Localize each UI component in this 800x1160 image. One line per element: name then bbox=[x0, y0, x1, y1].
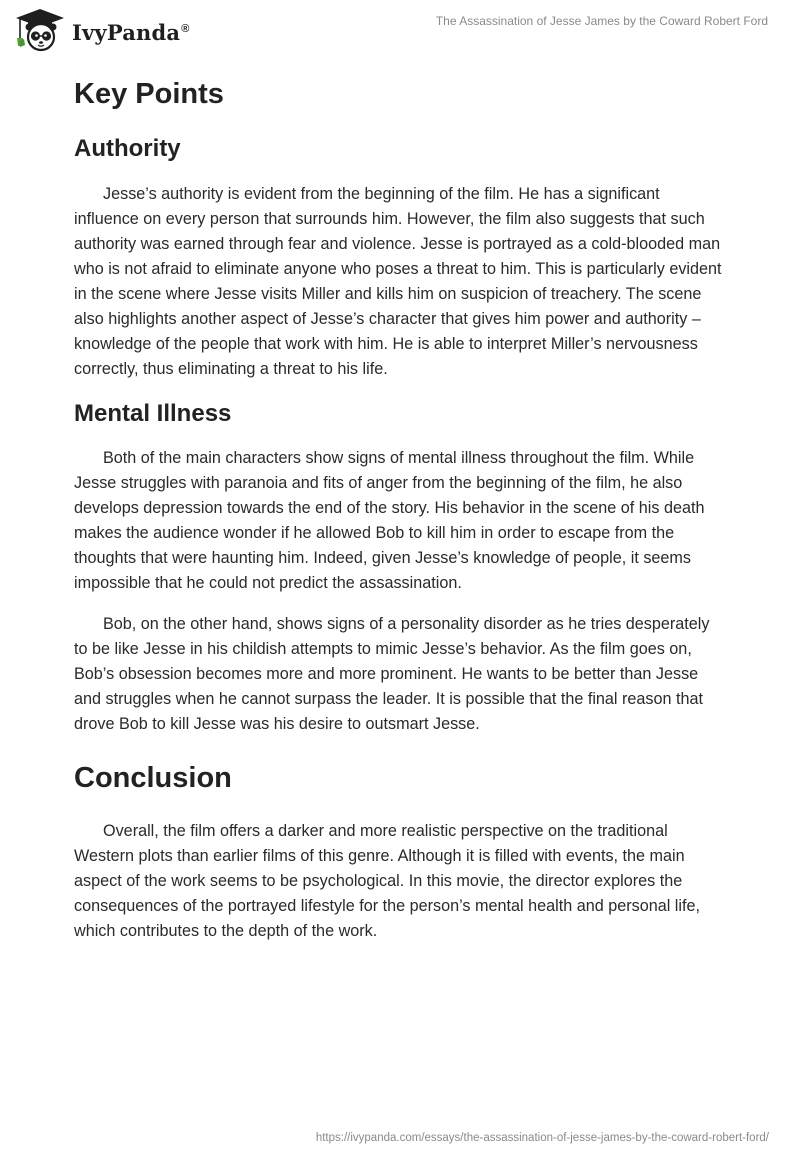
document-title: The Assassination of Jesse James by the Coward Robert Ford bbox=[435, 14, 768, 28]
essay-content bbox=[74, 70, 724, 944]
heading-authority: Authority bbox=[74, 135, 181, 162]
paragraph-conclusion: Overall, the film offers a darker and more realistic perspective on the traditional Western plots than earlier films of this genre. Although it is filled with events, the main aspect of the work seems to be psychological. In this movie, the director explores the consequences of the portrayed lifestyle for the person’s mental health and personal life, which contributes to the depth of the work. bbox=[74, 822, 701, 940]
paragraph-mental-illness-2: Bob, on the other hand, shows signs of a personality disorder as he tries desperately to be like Jesse in his childish attempts to mimic Jesse’s behavior. As the film goes on, Bob’s obsession becomes more and more prominent. He wants to be better than Jesse and struggles when he cannot surpass the leader. It is possible that the final reason that drove Bob to kill Jesse was his desire to outsmart Jesse. bbox=[74, 615, 710, 733]
heading-conclusion: Conclusion bbox=[74, 762, 232, 794]
heading-key-points: Key Points bbox=[74, 78, 224, 110]
paragraph-mental-illness-1: Both of the main characters show signs of mental illness throughout the film. While Jesse struggles with paranoia and fits of anger from the beginning of the film, he also develops depression towards the end of the story. His behavior in the scene of his death makes the audience wonder if he allowed Bob to kill him in order to escape from the thoughts that were haunting him. Indeed, given Jesse’s knowledge of people, it seems impossible that he could not predict the assassination. bbox=[74, 449, 705, 592]
heading-mental-illness: Mental Illness bbox=[74, 400, 232, 427]
panda-graduate-icon bbox=[14, 8, 66, 52]
paragraph-authority: Jesse’s authority is evident from the beginning of the film. He has a significant influence on every person that surrounds him. However, the film also suggests that such authority was earned through fear and violence. Jesse is portrayed as a cold-blooded man who is not afraid to eliminate anyone who poses a threat to him. This is particularly evident in the scene where Jesse visits Miller and kills him on suspicion of treachery. The scene also highlights another aspect of Jesse’s character that gives him power and authority – knowledge of the people that work with him. He is able to interpret Miller’s nervousness correctly, thus eliminating a threat to his life. bbox=[74, 185, 722, 378]
logo-wordmark: IvyPanda® bbox=[72, 19, 190, 45]
ivypanda-logo[interactable] bbox=[14, 8, 190, 52]
page-header bbox=[0, 0, 800, 62]
source-url[interactable]: https://ivypanda.com/essays/the-assassination-of-jesse-james-by-the-coward-robert-ford/ bbox=[315, 1132, 769, 1144]
